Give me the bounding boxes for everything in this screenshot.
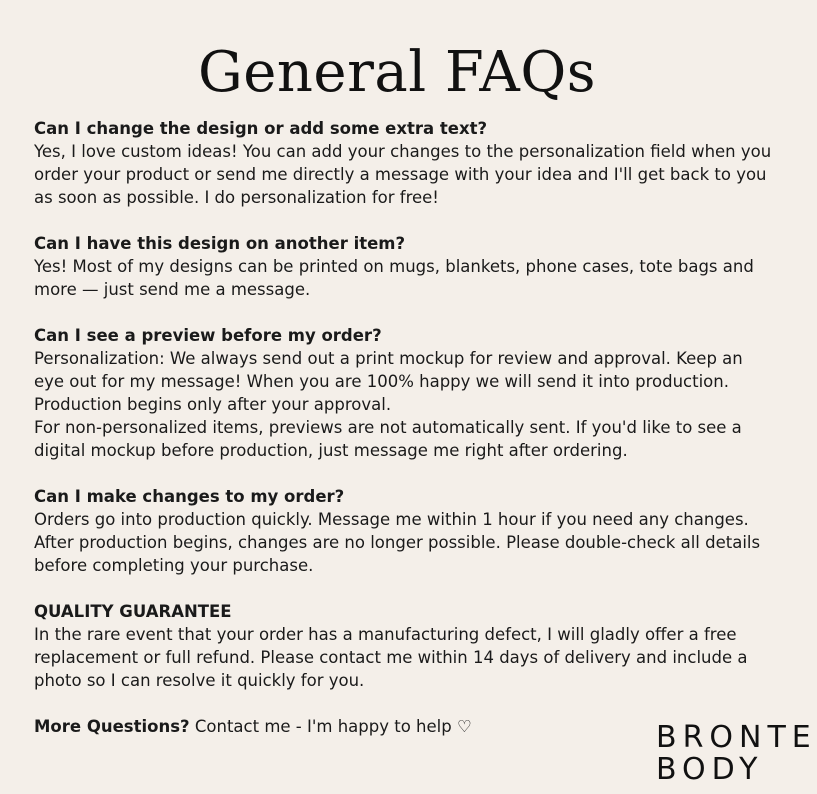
faq-question: Can I see a preview before my order? <box>34 326 382 345</box>
more-questions-text: Contact me - I'm happy to help ♡ <box>194 717 472 736</box>
faq-question: QUALITY GUARANTEE <box>34 602 232 621</box>
faq-answer: Yes, I love custom ideas! You can add your changes to the personalization field when you order your product or send me directly a message with your idea and I'll get back to you as soon as possible. I do personalization for free! <box>34 142 772 207</box>
logo-line-2: BODY <box>656 752 764 787</box>
faq-answer: In the rare event that your order has a manufacturing defect, I will gladly offer a free replacement or full refund. Please contact me within 14 days of delivery and include a photo so I can resolve it quickly for you. <box>34 625 748 690</box>
page-title: General FAQs <box>197 40 597 105</box>
faq-list <box>34 117 774 738</box>
faq-answer: Personalization: We always send out a print mockup for review and approval. Keep an eye out for my message! When you are 100% happy we will send it into production. Production begins only after your approval. <box>34 349 743 414</box>
more-questions-label: More Questions? <box>34 717 190 736</box>
faq-answer-extra: For non-personalized items, previews are not automatically sent. If you'd like to see a digital mockup before production, just message me right after ordering. <box>34 418 742 460</box>
logo-line-1: BRONTE <box>656 720 817 755</box>
faq-answer: Yes! Most of my designs can be printed on mugs, blankets, phone cases, tote bags and more — just send me a message. <box>34 257 754 299</box>
faq-item <box>34 600 774 692</box>
brand-logo <box>656 720 817 787</box>
faq-item <box>34 324 774 462</box>
faq-question: Can I change the design or add some extra text? <box>34 119 488 138</box>
faq-question: Can I make changes to my order? <box>34 487 345 506</box>
faq-item <box>34 232 774 301</box>
faq-answer: Orders go into production quickly. Message me within 1 hour if you need any changes. After production begins, changes are no longer possible. Please double-check all details before completing your purchase. <box>34 510 761 575</box>
faq-item <box>34 485 774 577</box>
faq-item <box>34 117 774 209</box>
faq-question: Can I have this design on another item? <box>34 234 406 253</box>
